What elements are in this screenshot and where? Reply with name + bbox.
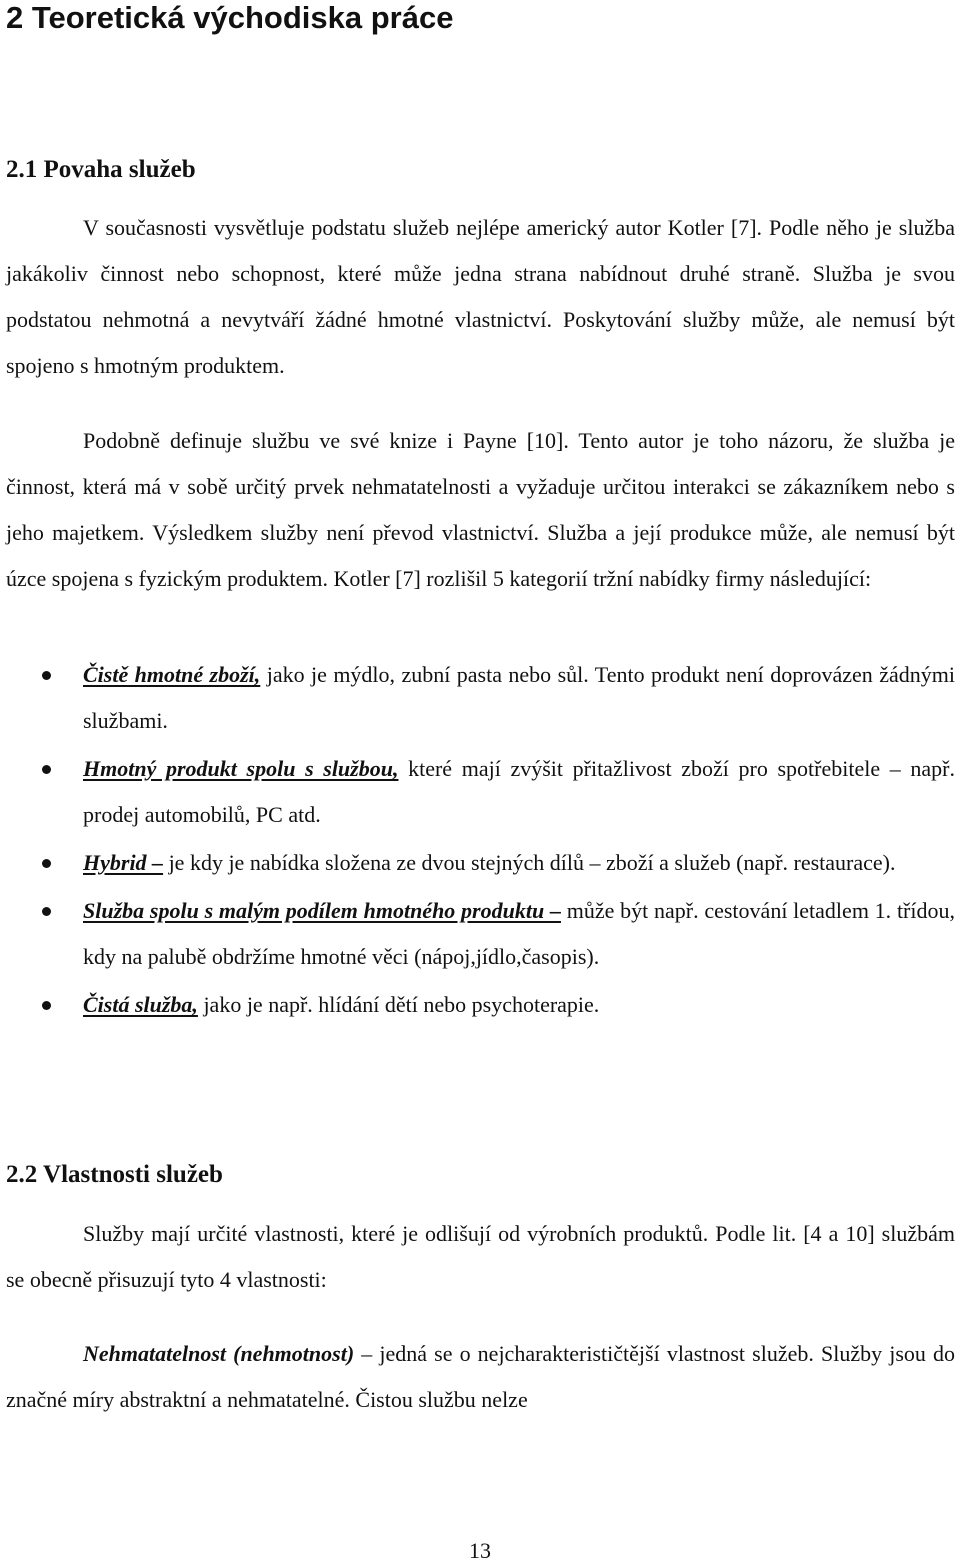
list-item bbox=[0, 840, 955, 886]
list-item-text: které mají zvýšit přitažlivost zboží pro spotřebitele – např. prodej automobilů, PC atd. bbox=[83, 756, 955, 827]
section-heading-vlastnosti-sluzeb: 2.2 Vlastnosti služeb bbox=[6, 1161, 223, 1188]
list-item-text: je kdy je nabídka složena ze dvou stejných dílů – zboží a služeb (např. restaurace). bbox=[163, 850, 896, 875]
list-item-text: jako je např. hlídání dětí nebo psychoterapie. bbox=[197, 992, 600, 1017]
paragraph-intangibility bbox=[6, 1331, 955, 1423]
section-heading-povaha-sluzeb: 2.1 Povaha služeb bbox=[6, 156, 196, 183]
list-item-term: Hybrid – bbox=[83, 850, 164, 875]
list-item bbox=[0, 652, 955, 744]
list-item bbox=[0, 746, 955, 838]
page-number: 13 bbox=[469, 1538, 491, 1563]
bullet-icon bbox=[42, 671, 51, 680]
list-item-term: Hmotný produkt spolu s službou, bbox=[83, 756, 399, 781]
chapter-heading: 2 Teoretická východiska práce bbox=[6, 0, 454, 35]
paragraph-kotler-definition: V současnosti vysvětluje podstatu služeb nejlépe americký autor Kotler [7]. Podle něho je služba jakákoliv činnost nebo schopnost, které může jedna strana nabídnout druhé straně. Služba je svou podstatou nehmotná a nevytváří žádné hmotné vlastnictví. Poskytování služby může, ale nemusí být spojeno s hmotným produktem. bbox=[6, 215, 955, 378]
offer-categories-list bbox=[0, 652, 960, 1030]
bullet-icon bbox=[42, 907, 51, 916]
paragraph-payne-definition: Podobně definuje službu ve své knize i Payne [10]. Tento autor je toho názoru, že služba je činnost, která má v sobě určitý prvek nehmatatelnosti a vyžaduje určitou interakci se zákazníkem nebo s jeho majetkem. Výsledkem služby není převod vlastnictví. Služba a její produkce může, ale nemusí být úzce spojena s fyzickým produktem. Kotler [7] rozlišil 5 kategorií tržní nabídky firmy následující: bbox=[6, 428, 955, 591]
list-item-term: Čistě hmotné zboží, bbox=[83, 662, 261, 687]
list-item-term: Čistá služba, bbox=[83, 992, 198, 1017]
bullet-icon bbox=[42, 859, 51, 868]
list-item-text: jako je mýdlo, zubní pasta nebo sůl. Tento produkt není doprovázen žádnými službami. bbox=[83, 662, 955, 733]
list-item-text: může být např. cestování letadlem 1. třídou, kdy na palubě obdržíme hmotné věci (nápoj,jídlo,časopis). bbox=[83, 898, 955, 969]
list-item bbox=[0, 888, 955, 980]
list-item-term: Služba spolu s malým podílem hmotného produktu – bbox=[83, 898, 561, 923]
intangibility-text: – jedná se o nejcharakterističtější vlastnost služeb. Služby jsou do značné míry abstraktní a nehmatatelné. Čistou službu nelze bbox=[6, 1341, 955, 1412]
intangibility-term: Nehmatatelnost (nehmotnost) bbox=[83, 1341, 355, 1366]
bullet-icon bbox=[42, 1001, 51, 1010]
list-item bbox=[0, 982, 955, 1028]
bullet-icon bbox=[42, 765, 51, 774]
paragraph-service-properties: Služby mají určité vlastnosti, které je odlišují od výrobních produktů. Podle lit. [4 a 10] službám se obecně přisuzují tyto 4 vlastnosti: bbox=[6, 1221, 955, 1292]
